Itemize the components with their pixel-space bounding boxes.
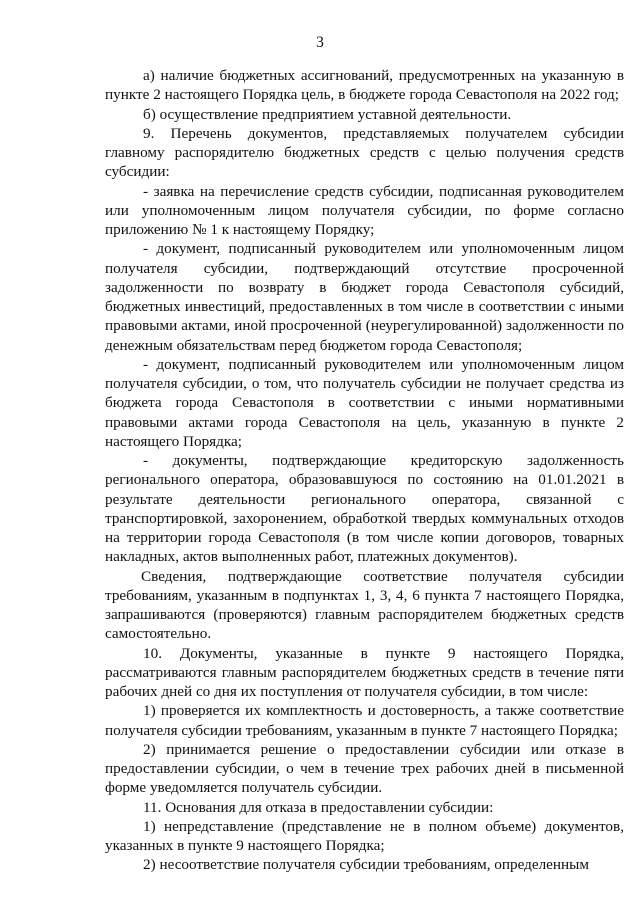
paragraph-9: 9. Перечень документов, представляемых получателем субсидии главному распорядителю бюджетных средств с целью получения средств субсидии: bbox=[105, 124, 624, 181]
paragraph-9-item-3: - документ, подписанный руководителем или уполномоченным лицом получателя субсидии, о том, что получатель субсидии не получает средства из бюджета города Севастополя в соответствии с иными нормативными правовыми актами города Севастополя на цель, указанную в пункте 2 настоящего Порядка; bbox=[105, 355, 624, 450]
paragraph-11-item-2: 2) несоответствие получателя субсидии требованиям, определенным bbox=[143, 856, 589, 874]
paragraph-9-info: Сведения, подтверждающие соответствие получателя субсидии требованиям, указанным в подпунктах 1, 3, 4, 6 пункта 7 настоящего Порядка, запрашиваются (проверяются) главным распорядителем бюджетных средств самостоятельно. bbox=[105, 567, 624, 643]
paragraph-11: 11. Основания для отказа в предоставлении субсидии: bbox=[143, 798, 494, 816]
paragraph-9-item-1: - заявка на перечисление средств субсидии, подписанная руководителем или уполномоченным лицом получателя субсидии, по форме согласно приложению № 1 к настоящему Порядку; bbox=[105, 182, 624, 238]
paragraph-9-item-4: - документы, подтверждающие кредиторскую задолженность регионального оператора, образовавшуюся по состоянию на 01.01.2021 в результате деятельности регионального оператора, связанной с транспортировкой, захоронением, обработкой твердых коммунальных отходов на территории города Севастополя (в том числе копии договоров, товарных накладных, актов выполненных работ, платежных документов). bbox=[105, 452, 624, 566]
paragraph-8b: б) осуществление предприятием уставной деятельности. bbox=[143, 105, 512, 123]
paragraph-10-item-2: 2) принимается решение о предоставлении субсидии или отказе в предоставлении субсидии, о чем в течение трех рабочих дней в письменной форме уведомляется получатель субсидии. bbox=[105, 740, 624, 797]
paragraph-9-item-2: - документ, подписанный руководителем или уполномоченным лицом получателя субсидии, подтверждающий отсутствие просроченной задолженности по возврату в бюджет города Севастополя субсидий, бюджетных инвестиций, предоставленных в том числе в соответствии с иными правовыми актами, иной просроченной (неурегулированной) задолженности по денежным обязательствам перед бюджетом города Севастополя; bbox=[105, 240, 624, 354]
paragraph-10-item-1: 1) проверяется их комплектность и достоверность, а также соответствие получателя субсидии требованиям, указанным в пункте 7 настоящего Порядка; bbox=[105, 702, 624, 739]
paragraph-10: 10. Документы, указанные в пункте 9 настоящего Порядка, рассматриваются главным распорядителем бюджетных средств в течение пяти рабочих дней со дня их поступления от получателя субсидии, в том числе: bbox=[105, 644, 624, 700]
page-number: 3 bbox=[316, 34, 324, 51]
document-body bbox=[105, 66, 624, 875]
paragraph-8a: а) наличие бюджетных ассигнований, предусмотренных на указанную в пункте 2 настоящего Порядка цель, в бюджете города Севастополя на 2022 год; bbox=[105, 67, 624, 104]
paragraph-11-item-1: 1) непредставление (представление не в полном объеме) документов, указанных в пункте 9 настоящего Порядка; bbox=[105, 817, 624, 854]
